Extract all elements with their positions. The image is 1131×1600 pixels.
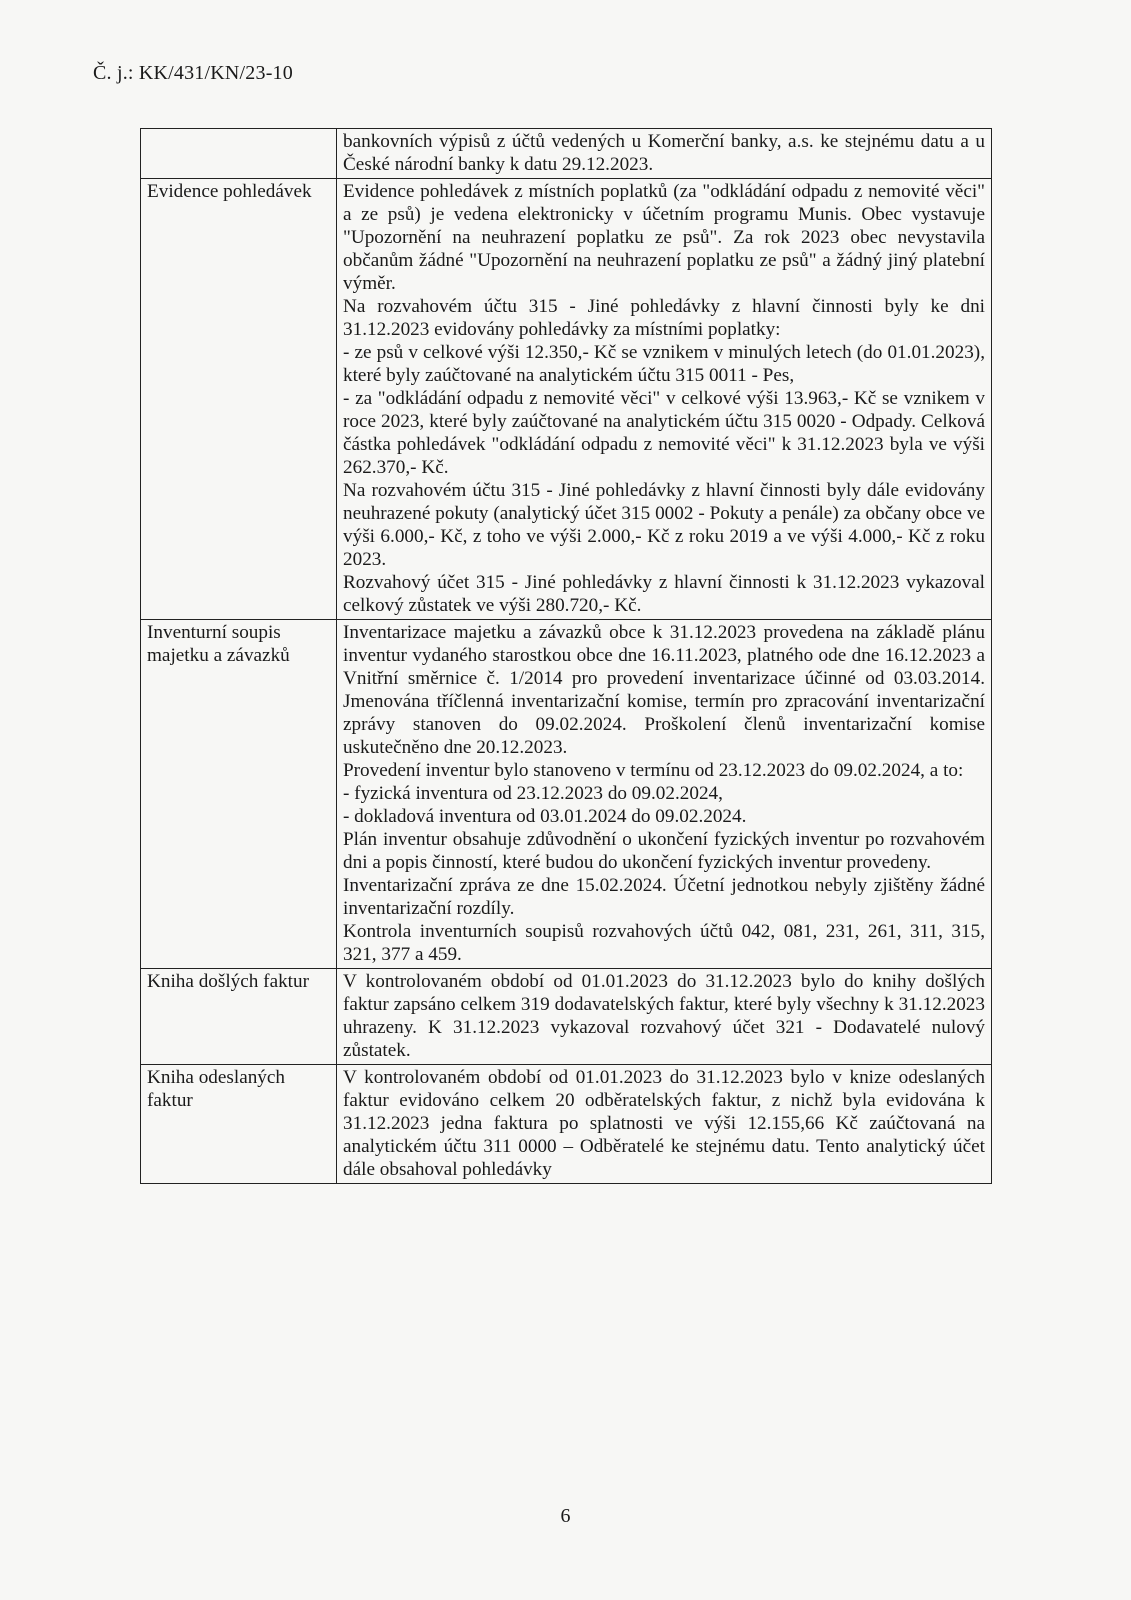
findings-table [140,128,992,1184]
table-row [141,620,992,969]
paragraph: V kontrolovaném období od 01.01.2023 do 31.12.2023 bylo do knihy došlých faktur zapsáno celkem 319 dodavatelských faktur, které byly všechny k 31.12.2023 uhrazeny. K 31.12.2023 vykazoval rozvahový účet 321 - Dodavatelé nulový zůstatek. [343,971,985,1061]
table-row [141,1065,992,1184]
row-label: Inventurní soupis majetku a závazků [141,620,337,969]
document-reference: Č. j.: KK/431/KN/23-10 [93,62,293,84]
row-content [337,620,992,969]
row-label: Evidence pohledávek [141,179,337,620]
paragraph: - fyzická inventura od 23.12.2023 do 09.02.2024, [343,783,723,804]
row-content [337,969,992,1065]
table-row [141,969,992,1065]
paragraph: Kontrola inventurních soupisů rozvahových účtů 042, 081, 231, 261, 311, 315, 321, 377 a 459. [343,921,985,965]
paragraph: Rozvahový účet 315 - Jiné pohledávky z hlavní činnosti k 31.12.2023 vykazoval celkový zůstatek ve výši 280.720,- Kč. [343,572,985,616]
paragraph: - za "odkládání odpadu z nemovité věci" v celkové výši 13.963,- Kč se vznikem v roce 2023, které byly zaúčtované na analytickém účtu 315 0020 - Odpady. Celková částka pohledávek "odkládání odpadu z nemovité věci" k 31.12.2023 byla ve výši 262.370,- Kč. [343,388,985,478]
paragraph: Inventarizační zpráva ze dne 15.02.2024. Účetní jednotkou nebyly zjištěny žádné inventarizační rozdíly. [343,875,985,919]
paragraph: Inventarizace majetku a závazků obce k 31.12.2023 provedena na základě plánu inventur vydaného starostkou obce dne 16.11.2023, platného ode dne 16.12.2023 a Vnitřní směrnice č. 1/2014 pro provedení inventarizace účinné od 03.03.2014. Jmenována tříčlenná inventarizační komise, termín pro zpracování inventarizační zprávy stanoven do 09.02.2024. Proškolení členů inventarizační komise uskutečněno dne 20.12.2023. [343,622,985,758]
paragraph: V kontrolovaném období od 01.01.2023 do 31.12.2023 bylo v knize odeslaných faktur evidováno celkem 20 odběratelských faktur, z nichž byla evidována k 31.12.2023 jedna faktura po splatnosti ve výši 12.155,66 Kč zaúčtovaná na analytickém účtu 311 0000 – Odběratelé ke stejnému datu. Tento analytický účet dále obsahoval pohledávky [343,1067,985,1180]
paragraph: bankovních výpisů z účtů vedených u Komerční banky, a.s. ke stejnému datu a u České národní banky k datu 29.12.2023. [343,131,985,175]
paragraph: Provedení inventur bylo stanoveno v termínu od 23.12.2023 do 09.02.2024, a to: [343,760,964,781]
paragraph: - dokladová inventura od 03.01.2024 do 09.02.2024. [343,806,747,827]
row-label [141,129,337,179]
page-number: 6 [560,1505,571,1527]
row-label: Kniha došlých faktur [141,969,337,1065]
row-content [337,179,992,620]
paragraph: Na rozvahovém účtu 315 - Jiné pohledávky z hlavní činnosti byly dále evidovány neuhrazené pokuty (analytický účet 315 0002 - Pokuty a penále) za občany obce ve výši 6.000,- Kč, z toho ve výši 2.000,- Kč z roku 2019 a ve výši 4.000,- Kč z roku 2023. [343,480,985,570]
table-row [141,179,992,620]
row-label: Kniha odeslaných faktur [141,1065,337,1184]
paragraph: Na rozvahovém účtu 315 - Jiné pohledávky z hlavní činnosti byly ke dni 31.12.2023 evidovány pohledávky za místními poplatky: [343,296,985,340]
row-content [337,1065,992,1184]
table-row [141,129,992,179]
paragraph: Plán inventur obsahuje zdůvodnění o ukončení fyzických inventur po rozvahovém dni a popis činností, které budou do ukončení fyzických inventur provedeny. [343,829,985,873]
paragraph: - ze psů v celkové výši 12.350,- Kč se vznikem v minulých letech (do 01.01.2023), které byly zaúčtované na analytickém účtu 315 0011 - Pes, [343,342,985,386]
paragraph: Evidence pohledávek z místních poplatků (za "odkládání odpadu z nemovité věci" a ze psů) je vedena elektronicky v účetním programu Munis. Obec vystavuje "Upozornění na neuhrazení poplatku ze psů". Za rok 2023 obec nevystavila občanům žádné "Upozornění na neuhrazení poplatku ze psů" a žádný jiný platební výměr. [343,181,985,294]
row-content [337,129,992,179]
